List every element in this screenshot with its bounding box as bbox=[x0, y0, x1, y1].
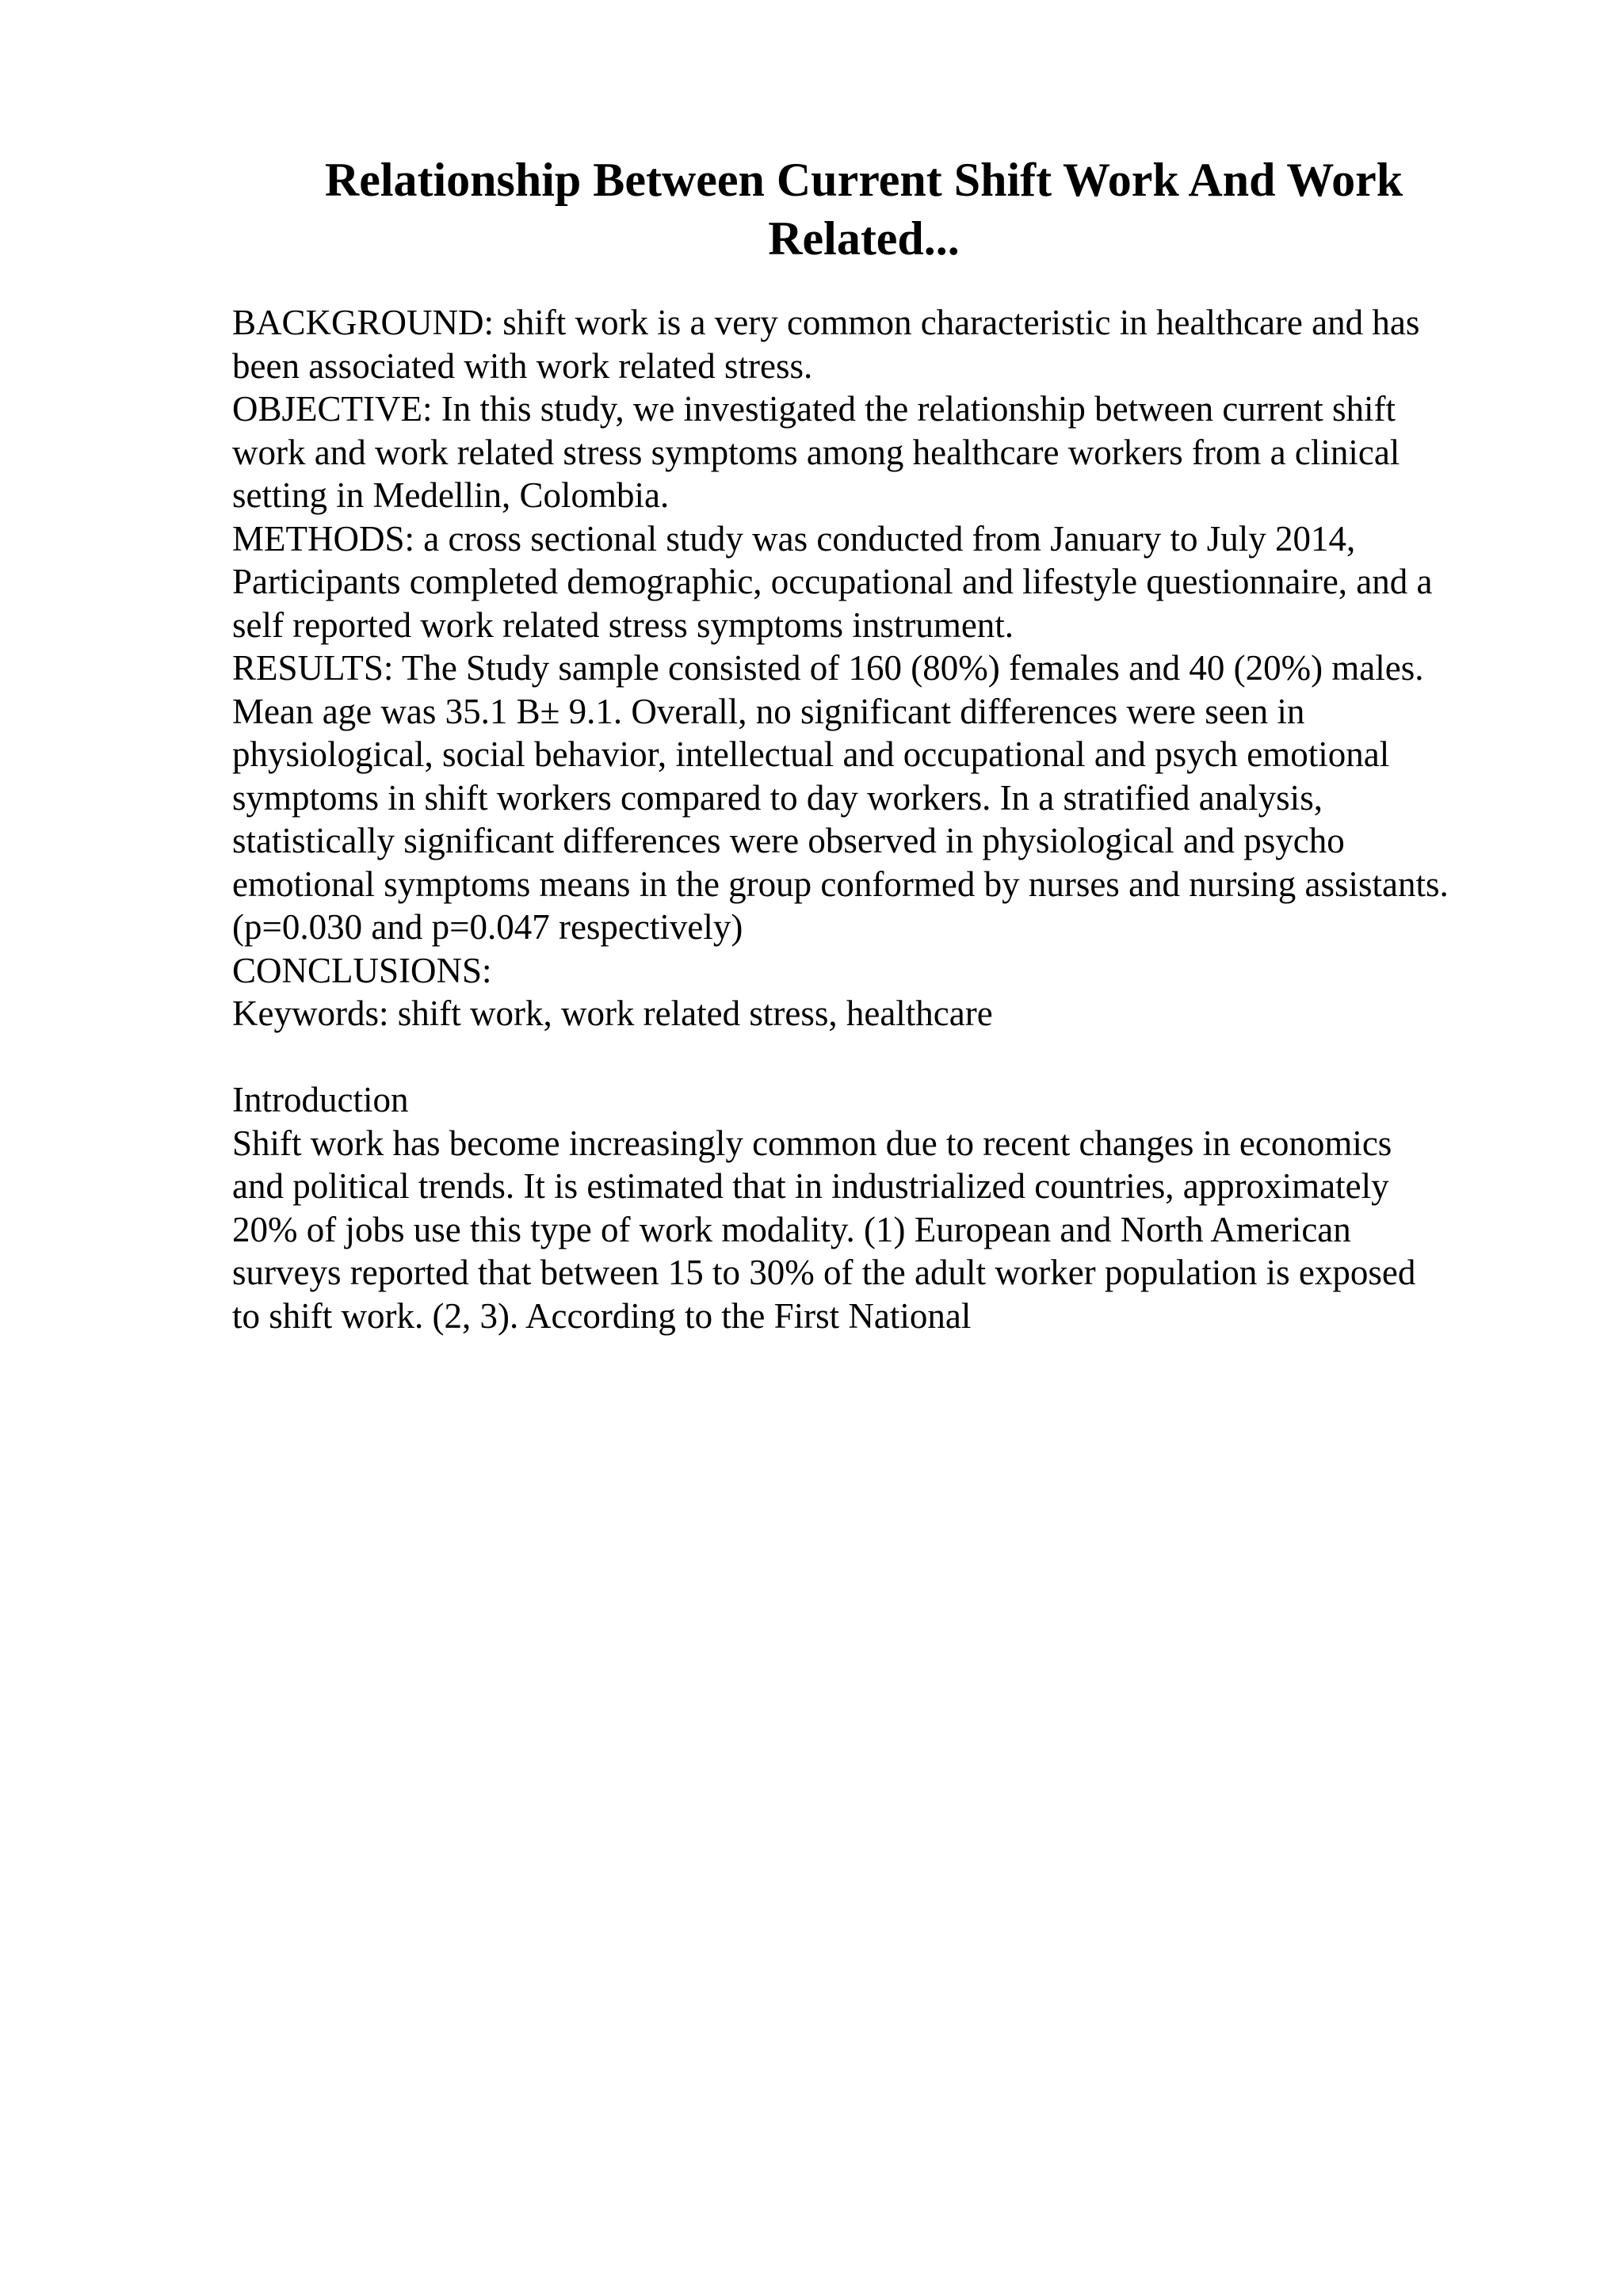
abstract-line: self reported work related stress symptoms instrument. bbox=[232, 605, 1014, 645]
abstract-line: been associated with work related stress. bbox=[232, 345, 813, 386]
abstract-line: physiological, social behavior, intellectual and occupational and psych emotional bbox=[232, 734, 1390, 774]
abstract-line: symptoms in shift workers compared to day workers. In a stratified analysis, bbox=[232, 777, 1323, 818]
abstract-section bbox=[232, 301, 1516, 1035]
introduction-section bbox=[232, 1078, 1516, 1337]
abstract-line: OBJECTIVE: In this study, we investigated the relationship between current shift bbox=[232, 389, 1396, 429]
section-gap bbox=[232, 1035, 1516, 1079]
abstract-line: (p=0.030 and p=0.047 respectively) bbox=[232, 907, 743, 947]
abstract-line: Mean age was 35.1 B± 9.1. Overall, no significant differences were seen in bbox=[232, 691, 1305, 731]
introduction-line: Shift work has become increasingly common due to recent changes in economics bbox=[232, 1123, 1392, 1163]
introduction-line: surveys reported that between 15 to 30% of the adult worker population is exposed bbox=[232, 1253, 1416, 1292]
abstract-line: BACKGROUND: shift work is a very common characteristic in healthcare and has bbox=[232, 303, 1420, 342]
abstract-line: statistically significant differences were observed in physiological and psycho bbox=[232, 821, 1345, 860]
introduction-heading: Introduction bbox=[232, 1080, 409, 1119]
title-line-1: Relationship Between Current Shift Work And Work bbox=[324, 154, 1403, 206]
document-body bbox=[232, 301, 1516, 1337]
introduction-line: to shift work. (2, 3). According to the First National bbox=[232, 1295, 972, 1336]
introduction-line: and political trends. It is estimated that in industrialized countries, approximately bbox=[232, 1166, 1389, 1206]
abstract-line: work and work related stress symptoms among healthcare workers from a clinical bbox=[232, 432, 1400, 472]
abstract-line: RESULTS: The Study sample consisted of 160 (80%) females and 40 (20%) males. bbox=[232, 648, 1424, 688]
abstract-line: METHODS: a cross sectional study was conducted from January to July 2014, bbox=[232, 518, 1356, 559]
abstract-line: Participants completed demographic, occupational and lifestyle questionnaire, and a bbox=[232, 562, 1433, 601]
abstract-line: emotional symptoms means in the group conformed by nurses and nursing assistants. bbox=[232, 864, 1449, 904]
keywords-line: Keywords: shift work, work related stress, healthcare bbox=[232, 994, 993, 1033]
abstract-line: CONCLUSIONS: bbox=[232, 950, 492, 990]
introduction-line: 20% of jobs use this type of work modality. (1) European and North American bbox=[232, 1209, 1351, 1249]
abstract-line: setting in Medellin, Colombia. bbox=[232, 475, 670, 515]
title-line-2: Related... bbox=[768, 212, 960, 265]
document-title bbox=[230, 151, 1498, 268]
